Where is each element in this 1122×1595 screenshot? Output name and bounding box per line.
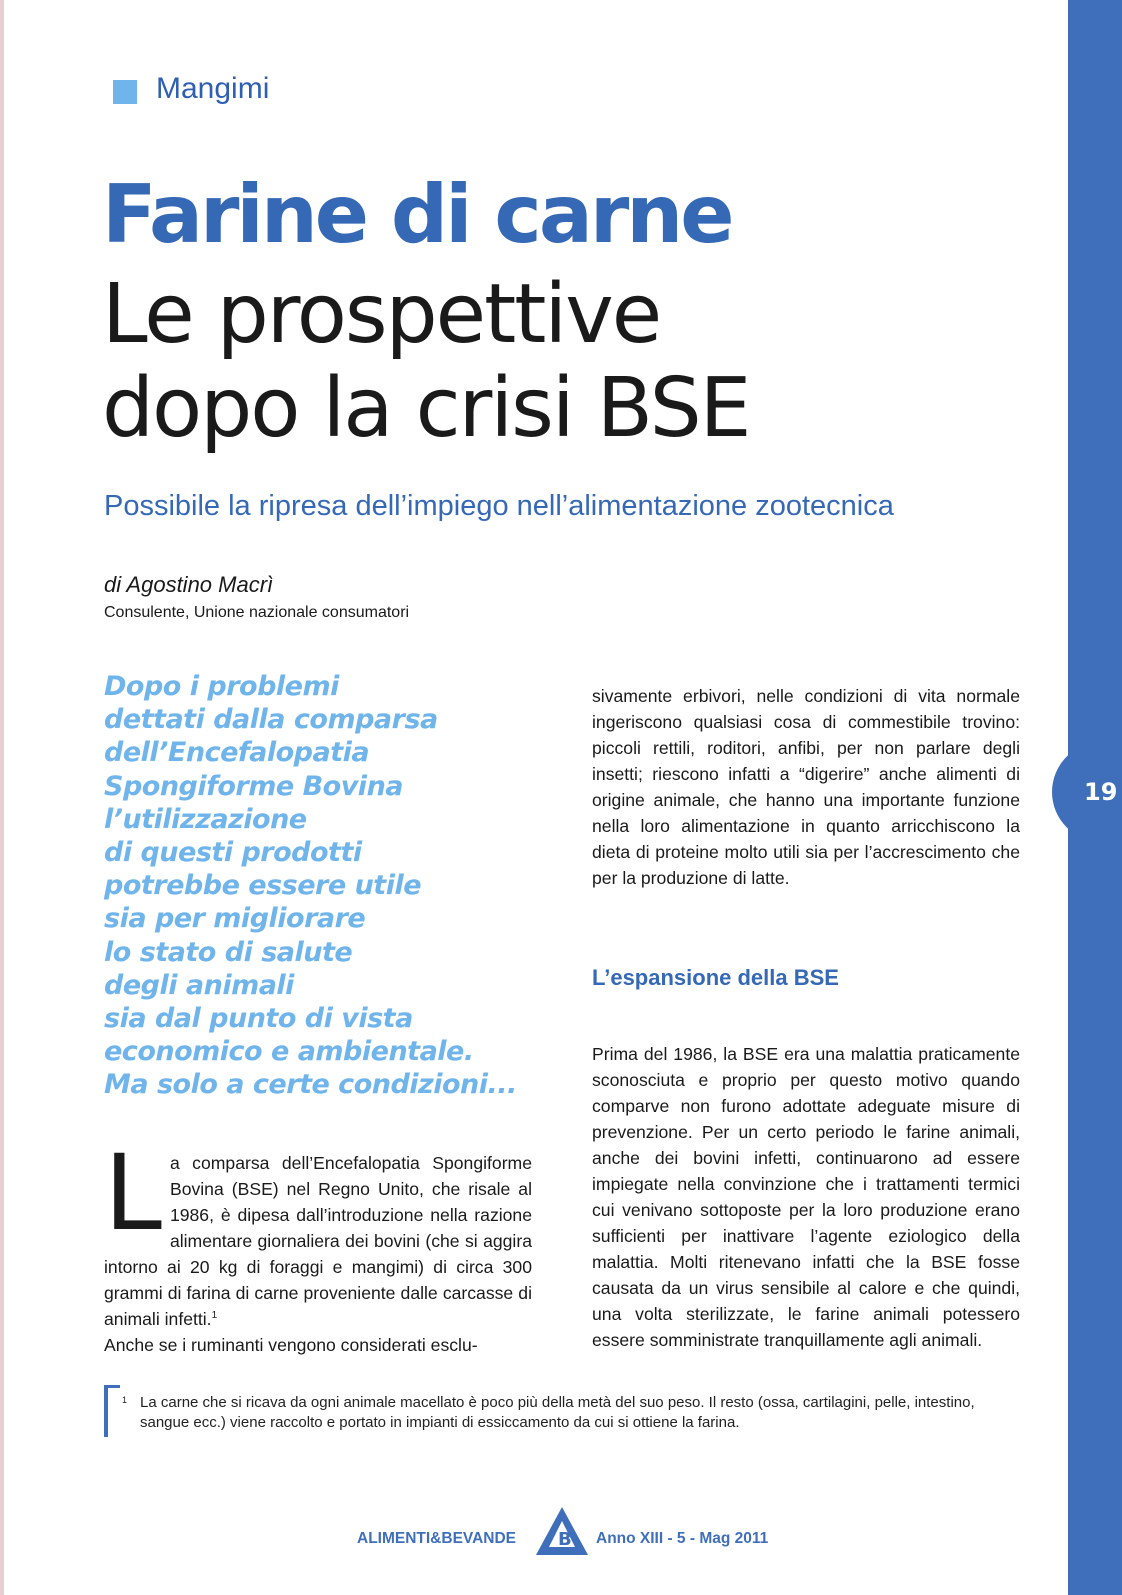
pull-quote [104, 670, 554, 1102]
footnote-rule [104, 1385, 108, 1437]
pull-quote-line: lo stato di salute [104, 936, 353, 968]
pull-quote-line: Spongiforme Bovina [104, 770, 404, 802]
footnote-text: La carne che si ricava da ogni animale macellato è poco più della metà del suo peso. Il resto (ossa, cartilagini, pelle, intestino, sangue ecc.) viene raccolto e portato in impianti di essiccamento da cui si ottiene la farina. [140, 1394, 975, 1431]
footnote-reference[interactable]: 1 [211, 1310, 218, 1322]
pull-quote-line: economico e ambientale. [104, 1036, 474, 1068]
drop-cap: L [104, 1132, 162, 1254]
headline-line: Le prospettive [102, 267, 661, 362]
magazine-name: ALIMENTI&BEVANDE [357, 1530, 517, 1547]
article-title: Farine di carne [102, 168, 732, 261]
page-number-tab [1052, 742, 1122, 842]
body-column-right [592, 683, 1020, 891]
body-paragraph: Prima del 1986, la BSE era una malattia praticamente sconosciuta e proprio per questo motivo quando comparve non furono adottate adeguate misure di prevenzione. Per un certo periodo le farine animali, anche dei bovini infetti, continuarono ad essere impiegate nella convinzione che i trattamenti termici cui venivano sottoposte per la loro produzione erano sufficienti per inattivare l’agente eziologico della malattia. Molti ritenevano infatti che la BSE fosse causata da un virus sensibile al calore e che quindi, una volta sterilizzate, le farine animali potessero essere somministrate tranquillamente agli animali. [592, 1043, 1020, 1350]
pull-quote-line: sia per migliorare [104, 903, 366, 935]
body-paragraph: sivamente erbivori, nelle condizioni di vita normale ingeriscono qualsiasi cosa di commestibile trovino: piccoli rettili, roditori, anfibi, per non parlare degli insetti; riescono infatti a “digerire” anche alimenti di origine animale, che hanno una importante funzione nella loro alimentazione in quanto arricchiscono la dieta di proteine molto utili sia per l’accrescimento che per la produzione di latte. [592, 686, 1020, 888]
body-column-right-lower [592, 1023, 1020, 1370]
body-paragraph [104, 1132, 532, 1332]
pull-quote-line: Ma solo a certe condizioni... [104, 1069, 517, 1101]
headline-line: dopo la crisi BSE [102, 361, 750, 456]
pull-quote-line: potrebbe essere utile [104, 870, 422, 902]
page-edge [0, 0, 4, 1595]
article-headline [102, 268, 749, 456]
author-name: di Agostino Macrì [104, 572, 274, 597]
pull-quote-line: dell’Encefalopatia [104, 737, 370, 769]
magazine-logo-icon [532, 1505, 592, 1557]
article-subtitle: Possibile la ripresa dell’impiego nell’alimentazione zootecnica [104, 490, 894, 522]
page-number: 19 [1084, 778, 1118, 806]
svg-text:B: B [558, 1529, 572, 1550]
author-role: Consulente, Unione nazionale consumatori [104, 604, 410, 621]
pull-quote-line: dettati dalla comparsa [104, 704, 438, 736]
pull-quote-line: degli animali [104, 969, 294, 1001]
section-heading: L’espansione della BSE [592, 965, 839, 990]
section-label: Mangimi [156, 72, 270, 105]
pull-quote-line: sia dal punto di vista [104, 1003, 413, 1035]
footnote-rule-tick [104, 1385, 120, 1388]
pull-quote-line: l’utilizzazione [104, 803, 307, 835]
body-paragraph: Anche se i ruminanti vengono considerati esclu- [104, 1335, 478, 1355]
footnote-number: 1 [122, 1395, 128, 1405]
footnote [120, 1393, 1020, 1433]
pull-quote-line: Dopo i problemi [104, 671, 339, 702]
pull-quote-line: di questi prodotti [104, 837, 362, 869]
body-column-left [104, 1132, 532, 1358]
section-marker-icon [113, 80, 137, 104]
issue-info: Anno XIII - 5 - Mag 2011 [596, 1530, 769, 1547]
paragraph-text: a comparsa dell’Encefalopatia Spongiforme Bovina (BSE) nel Regno Unito, che risale al 1986, è dipesa dall’introduzione nella razione alimentare giornaliera dei bovini (che si aggira intorno ai 20 kg di foraggi e mangimi) di circa 300 grammi di farina di carne proveniente dalle carcasse di animali infetti. [104, 1153, 532, 1329]
